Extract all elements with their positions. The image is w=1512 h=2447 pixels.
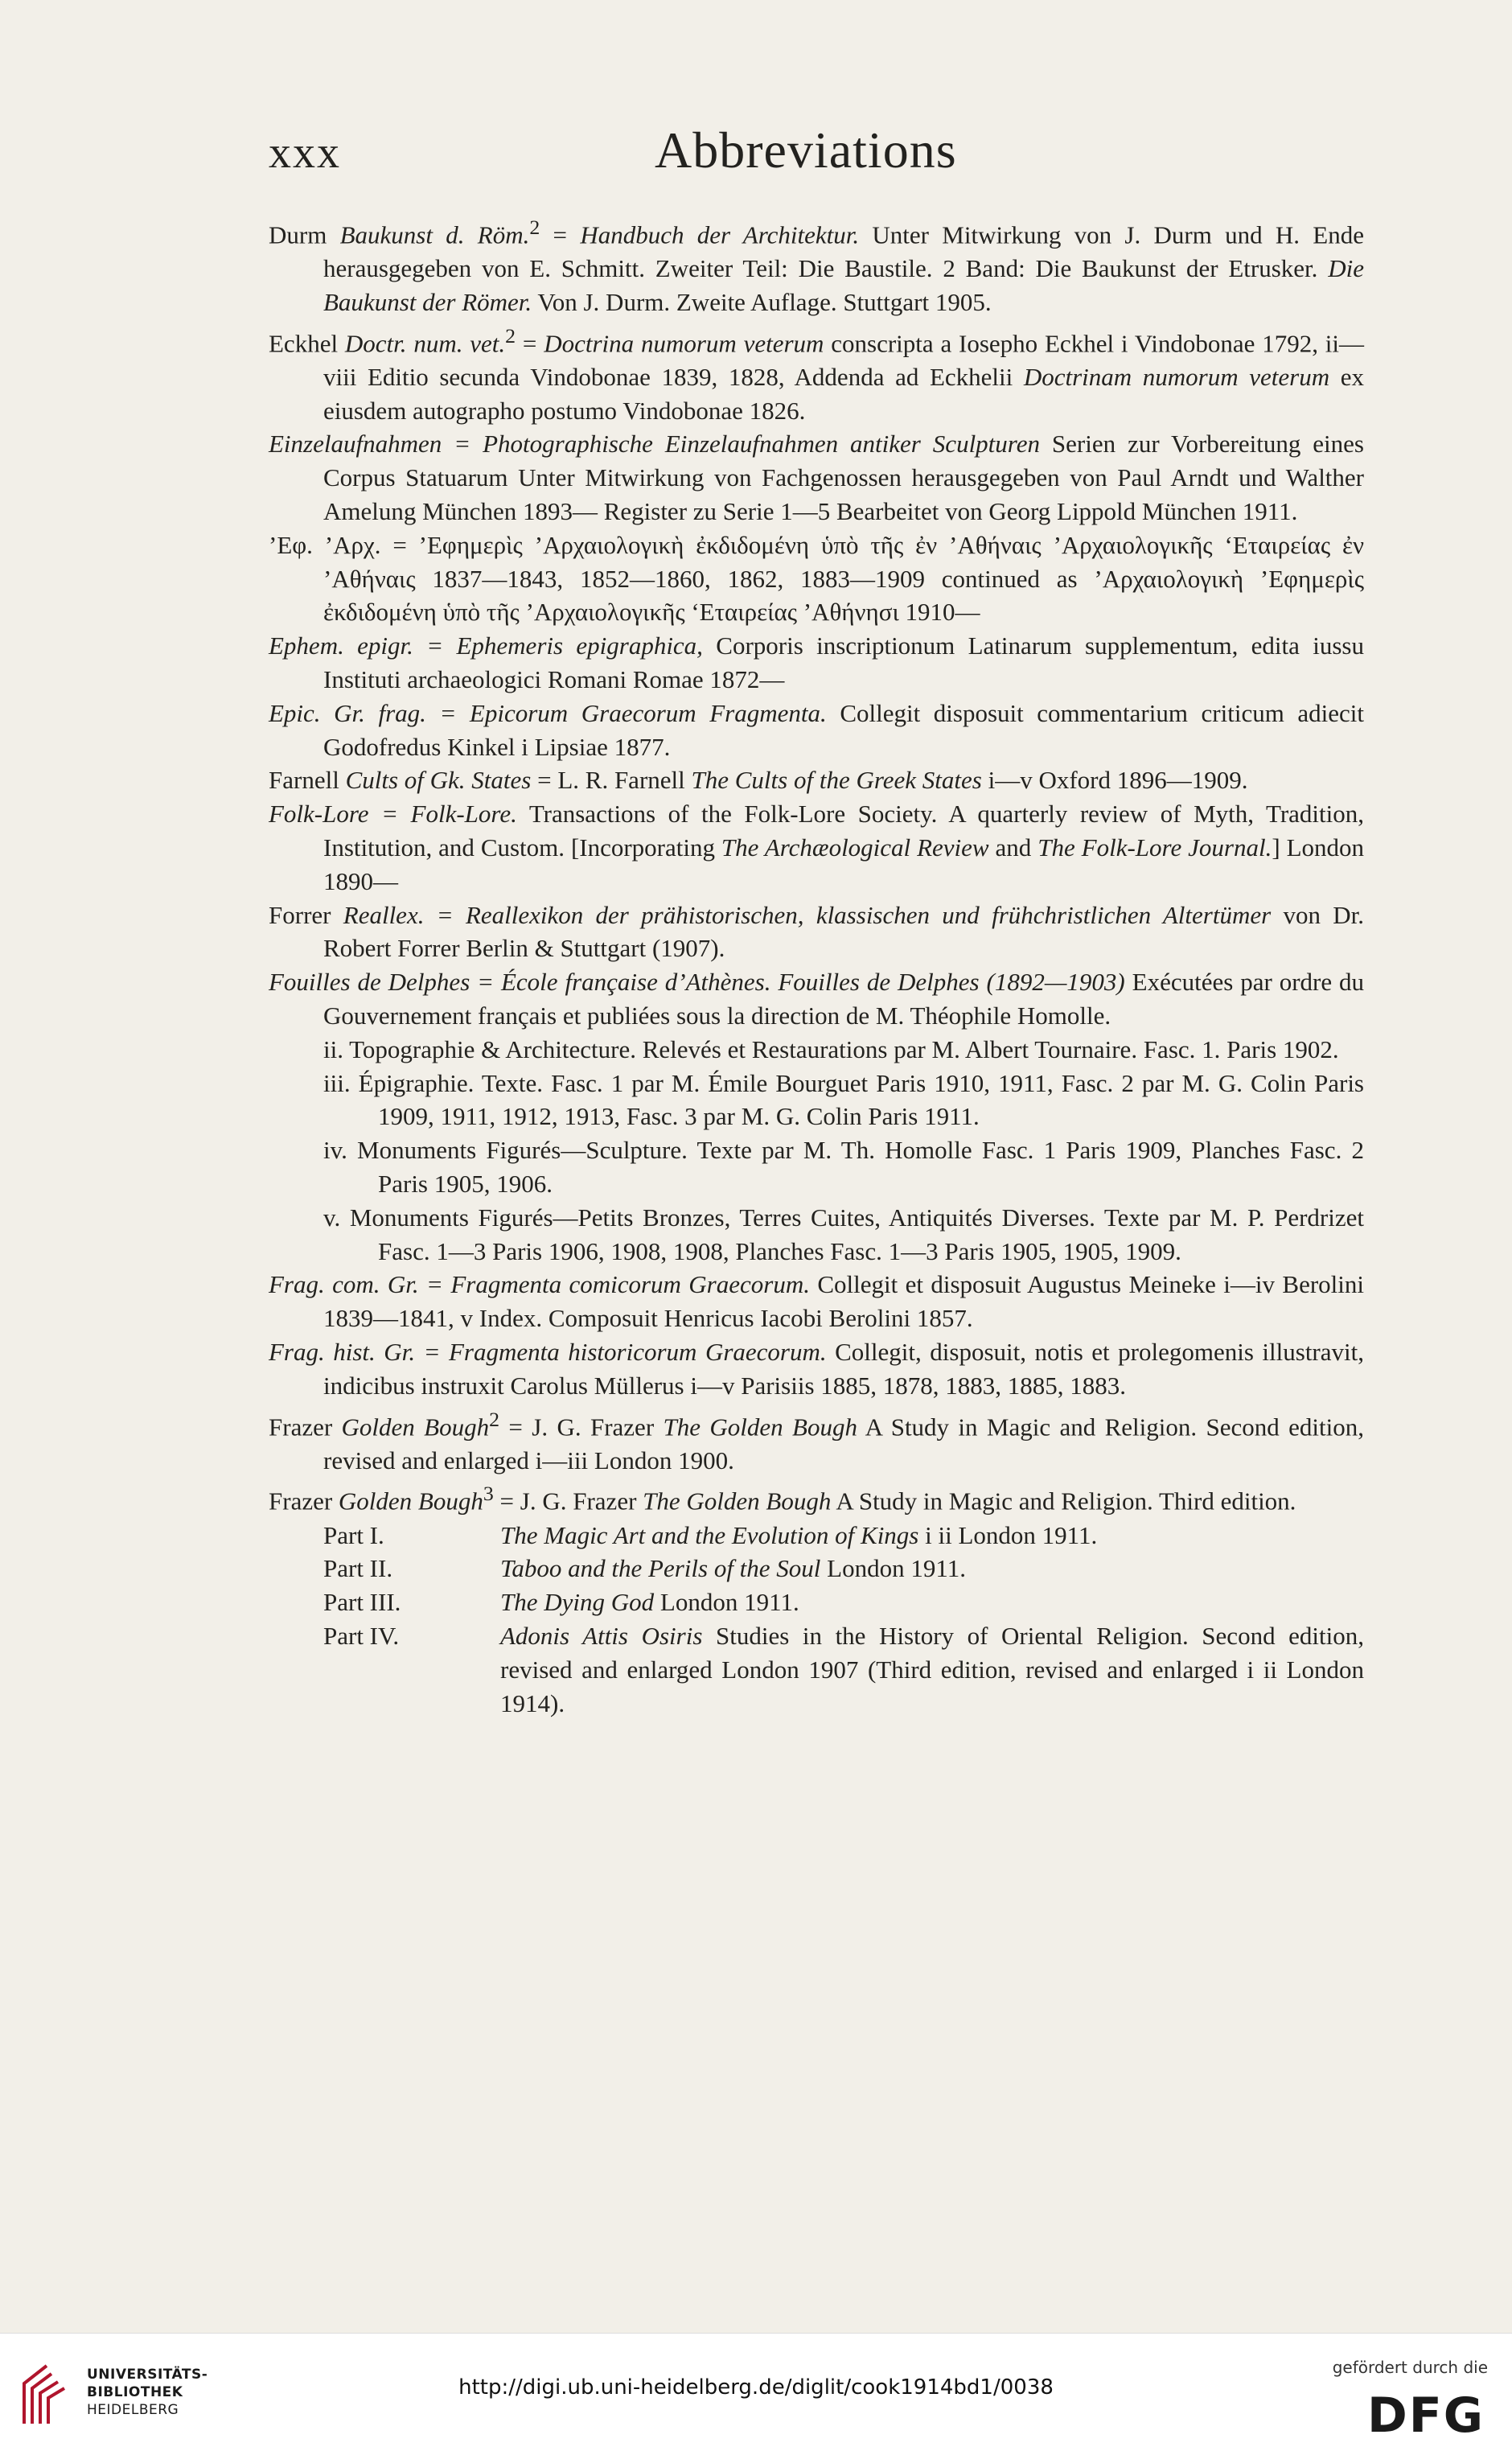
library-logo-icon xyxy=(18,2359,71,2427)
library-name: UNIVERSITÄTS- BIBLIOTHEK HEIDELBERG xyxy=(87,2367,208,2418)
abbreviation-entry: Fouilles de Delphes = École française d’Athènes. Fouilles de Delphes (1892—1903) Exécutées par ordre du Gouvernement français et publiées sous la direction de M. Théophile Homolle. xyxy=(269,968,1365,1030)
sub-entry: ii. Topographie & Architecture. Relevés et Restaurations par M. Albert Tournaire. Fasc. 1. Paris 1902. xyxy=(323,1034,1339,1063)
abbreviation-entry: Eckhel Doctr. num. vet.$^2$ = Doctrina numorum veterum conscripta a Iosepho Eckhel i Vindobonae 1792, ii—viii Editio secunda Vindobonae 1839, 1828, Addenda ad Eckhelii Doctrinam numorum veterum ex eiusdem autographo postumo Vindobonae 1826. xyxy=(269,323,1364,425)
abbreviation-entry: Folk-Lore = Folk-Lore. Transactions of the Folk-Lore Society. A quarterly review of Myth, Tradition, Institution, and Custom. [Incorporating The Archæological Review and The Folk-Lore Journal.] London 1890— xyxy=(269,800,1365,895)
abbreviation-entry: Epic. Gr. frag. = Epicorum Graecorum Fragmenta. Collegit disposuit commentarium criticum adiecit Godofredus Kinkel i Lipsiae 1877. xyxy=(269,698,1364,761)
part-label: Part III. xyxy=(323,1588,401,1617)
funding-note: gefördert durch die xyxy=(1332,2358,1488,2377)
running-header xyxy=(269,121,1362,193)
abbreviation-entry: Durm Baukunst d. Röm.$^2$ = Handbuch der Architektur. Unter Mitwirkung von J. Durm und H. Ende herausgegeben von E. Schmitt. Zweiter Teil: Die Baustile. 2 Band: Die Baukunst der Etrusker. Die Baukunst der Römer. Von J. Durm. Zweite Auflage. Stuttgart 1905. xyxy=(269,216,1365,316)
part-text: Adonis Attis Osiris Studies in the History of Oriental Religion. Second edition, revised and enlarged London 1907 (Third edition, revised and enlarged i ii London 1914). xyxy=(500,1621,1365,1717)
abbreviations-list xyxy=(269,211,1364,1720)
part-text: The Dying God London 1911. xyxy=(500,1588,799,1617)
part-item xyxy=(269,1552,1364,1585)
abbreviation-entry: Farnell Cults of Gk. States = L. R. Farnell The Cults of the Greek States i—v Oxford 1896—1909. xyxy=(269,766,1248,795)
part-item xyxy=(269,1519,1364,1553)
abbreviation-entry: Einzelaufnahmen = Photographische Einzelaufnahmen antiker Sculpturen Serien zur Vorbereitung eines Corpus Statuarum Unter Mitwirkung von Fachgenossen herausgegeben von Paul Arndt und Walther Amelung München 1893— Register zu Serie 1—5 Bearbeitet von Georg Lippold München 1911. xyxy=(269,430,1364,526)
sub-entry: v. Monuments Figurés—Petits Bronzes, Terres Cuites, Antiquités Diverses. Texte par M. P. Perdrizet Fasc. 1—3 Paris 1906, 1908, 1908, Planches Fasc. 1—3 Paris 1905, 1905, 1909. xyxy=(323,1203,1364,1265)
part-label: Part I. xyxy=(323,1520,384,1549)
sub-entry: iv. Monuments Figurés—Sculpture. Texte par M. Th. Homolle Fasc. 1 Paris 1909, Planches Fasc. 2 Paris 1905, 1906. xyxy=(323,1136,1364,1198)
dfg-logo-icon xyxy=(1367,2388,1488,2435)
abbreviation-entry: Forrer Reallex. = Reallexikon der prähistorischen, klassischen und frühchristlichen Altertümer von Dr. Robert Forrer Berlin & Stuttgart (1907). xyxy=(269,900,1364,963)
part-text: The Magic Art and the Evolution of Kings i ii London 1911. xyxy=(500,1520,1098,1549)
part-text: Taboo and the Perils of the Soul London 1911. xyxy=(500,1554,966,1583)
abbreviation-entry: Frazer Golden Bough$^3$ = J. G. Frazer The Golden Bough A Study in Magic and Religion. Third edition. xyxy=(269,1482,1296,1515)
part-item xyxy=(269,1619,1364,1720)
permalink-url[interactable]: http://digi.ub.uni-heidelberg.de/diglit/cook1914bd1/0038 xyxy=(458,2375,1054,2400)
part-label: Part IV. xyxy=(323,1621,400,1650)
page-title: Abbreviations xyxy=(655,121,957,179)
abbreviation-entry: Frag. hist. Gr. = Fragmenta historicorum Graecorum. Collegit, disposuit, notis et prolegomenis illustravit, indicibus instruxit Carolus Müllerus i—v Parisiis 1885, 1878, 1883, 1885, 1883. xyxy=(269,1337,1364,1400)
part-label: Part II. xyxy=(323,1554,393,1583)
abbreviation-entry: Ephem. epigr. = Ephemeris epigraphica, Corporis inscriptionum Latinarum supplementum, edita iussu Instituti archaeologici Romani Romae 1872— xyxy=(269,631,1364,694)
abbreviation-entry: Frag. com. Gr. = Fragmenta comicorum Graecorum. Collegit et disposuit Augustus Meineke i—iv Berolini 1839—1841, v Index. Composuit Henricus Iacobi Berolini 1857. xyxy=(269,1270,1364,1333)
viewer-footer xyxy=(0,2333,1512,2447)
abbreviation-entry: ’Εφ. ’Αρχ. = ’Εφημερὶς ’Αρχαιολογικὴ ἐκδιδομένη ὑπὸ τῆς ἐν ’Αθήναις ’Αρχαιολογικῆς ‘Εταιρείας ἐν ’Αθήναις 1837—1843, 1852—1860, 1862, 1883—1909 continued as ’Αρχαιολογικὴ ’Εφημερὶς ἐκδιδομένη ὑπὸ τῆς ’Αρχαιολογικῆς ‘Εταιρείας ’Αθήνησι 1910— xyxy=(269,530,1364,627)
abbreviation-entry: Frazer Golden Bough$^2$ = J. G. Frazer The Golden Bough A Study in Magic and Religion. Second edition, revised and enlarged i—iii London 1900. xyxy=(269,1407,1364,1474)
page-number: xxx xyxy=(269,128,341,178)
part-item xyxy=(269,1585,1364,1619)
funder-name: DFG xyxy=(1367,2388,1485,2435)
sub-entry: iii. Épigraphie. Texte. Fasc. 1 par M. Émile Bourguet Paris 1910, 1911, Fasc. 2 par M. G. Colin Paris 1909, 1911, 1912, 1913, Fasc. 3 par M. G. Colin Paris 1911. xyxy=(323,1068,1364,1131)
